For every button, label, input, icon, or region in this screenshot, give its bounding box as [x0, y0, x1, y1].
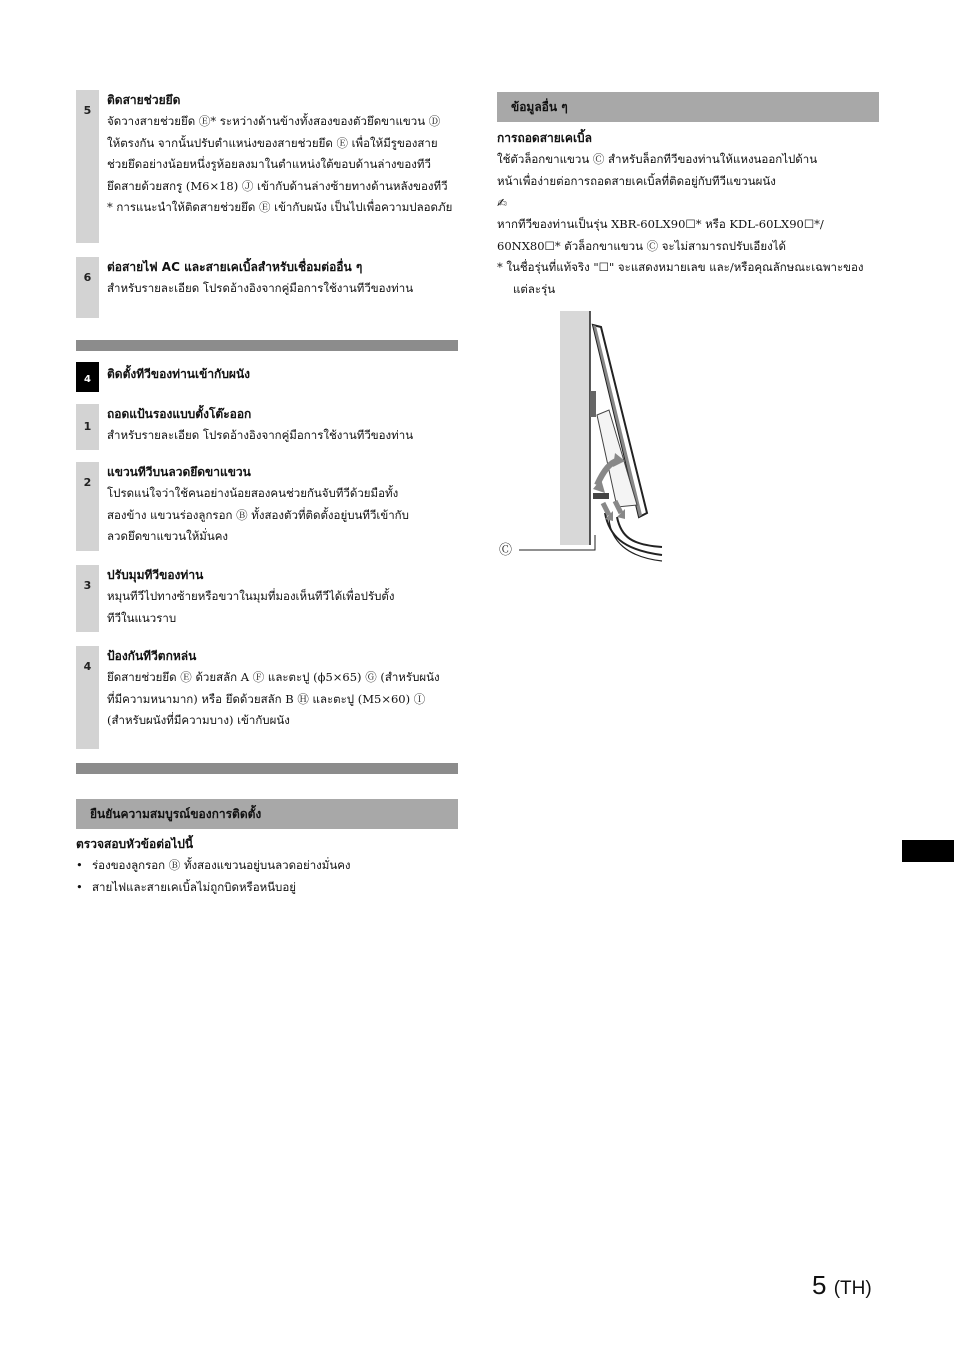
step-number: 5: [76, 90, 99, 243]
step-number: 6: [76, 257, 99, 318]
note-pencil-icon: ✍: [497, 196, 508, 210]
step-number: 2: [76, 462, 99, 551]
step-text: สำหรับรายละเอียด โปรดอ้างอิงจากคู่มือการใช้งานทีวีของท่าน: [107, 281, 414, 295]
confirm-subheading: ตรวจสอบหัวข้อต่อไปนี้: [76, 837, 194, 851]
step-title: ติดสายช่วยยึด: [107, 93, 181, 107]
step-2: [76, 462, 458, 551]
step-text: ยึดสายช่วยยึด Ⓔ ด้วยสลัก A Ⓕ และตะปู (ϕ5×65) Ⓖ (สำหรับผนัง ที่มีความหนามาก) หรือ ยึดด้วยสลัก B Ⓗ และตะปู (M5×60) Ⓘ (สำหรับผนังที่มีความบาง) เข้ากับผนัง: [107, 670, 440, 727]
confirm-section-header: ยืนยันความสมบูรณ์ของการติดตั้ง: [76, 799, 458, 829]
list-item: • ร่องของลูกรอก Ⓑ ทั้งสองแขวนอยู่บนลวดอย่างมั่นคง: [76, 855, 458, 877]
step-title: แขวนทีวีบนลวดยึดขาแขวน: [107, 465, 251, 479]
step-4: [76, 646, 458, 749]
step-text: หมุนทีวีไปทางซ้ายหรือขวาในมุมที่มองเห็นทีวีได้เพื่อปรับตั้ง ทีวีในแนวราบ: [107, 589, 395, 625]
other-info-text: ใช้ตัวล็อกขาแขวน Ⓒ สำหรับล็อกทีวีของท่านให้แหงนออกไปด้าน หน้าเพื่อง่ายต่อการถอดสายเคเบิ้ลที่ติดอยู่กับทีวีแขวนผนัง: [497, 152, 818, 188]
footnote: * ในชื่อรุ่นที่แท้จริง "☐" จะแสดงหมายเลข และ/หรือคุณลักษณะเฉพาะของแต่ละรุ่น: [497, 260, 864, 296]
other-info-header: ข้อมูลอื่น ๆ: [497, 92, 879, 122]
page-number: 5 (TH): [812, 1270, 872, 1300]
tv-wall-illustration: [497, 305, 667, 565]
side-tab-marker: [902, 840, 954, 862]
other-info-subheading: การถอดสายเคเบิ้ล: [497, 131, 593, 145]
section-title: ติดตั้งทีวีของท่านเข้ากับผนัง: [107, 367, 251, 381]
figure-callout-label: Ⓒ: [499, 543, 513, 558]
other-info-body: [497, 128, 879, 300]
note-text: หากทีวีของท่านเป็นรุ่น XBR-60LX90☐* หรือ KDL-60LX90☐*/ 60NX80☐* ตัวล็อกขาแขวน Ⓒ จะไม่สามารถปรับเอียงได้: [497, 217, 824, 253]
step-3: [76, 565, 458, 632]
bracket-icon: [590, 391, 596, 417]
step-number: 1: [76, 404, 99, 450]
step-title: ปรับมุมทีวีของท่าน: [107, 568, 204, 582]
step-text: โปรดแน่ใจว่าใช้คนอย่างน้อยสองคนช่วยกันจับทีวีด้วยมือทั้ง สองข้าง แขวนร่องลูกรอก Ⓑ ทั้งสองตัวที่ติดตั้งอยู่บนทีวีเข้ากับ ลวดยึดขาแขวนให้มั่นคง: [107, 486, 409, 543]
step-title: ป้องกันทีวีตกหล่น: [107, 649, 197, 663]
step-5: [76, 90, 458, 243]
step-note: * การแนะนำให้ติดสายช่วยยึด Ⓔ เข้ากับผนัง เป็นไปเพื่อความปลอดภัย: [107, 200, 453, 214]
lock-icon: [593, 493, 609, 499]
list-item: • สายไฟและสายเคเบิ้ลไม่ถูกบิดหรือหนีบอยู่: [76, 877, 458, 899]
step-number: 4: [76, 646, 99, 749]
confirm-section-body: [76, 834, 458, 898]
section-number-badge: 4: [76, 362, 99, 392]
wall-shape: [560, 311, 590, 545]
section-4-heading: [76, 362, 458, 392]
section-divider: [76, 340, 458, 351]
step-text: จัดวางสายช่วยยึด Ⓔ* ระหว่างด้านข้างทั้งสองของตัวยึดขาแขวน Ⓓ ให้ตรงกัน จากนั้นปรับตำแหน่งของสายช่วยยึด Ⓔ เพื่อให้มีรูของสาย ช่วยยึดอย่างน้อยหนึ่งรูห้อยลงมาในตำแหน่งใต้ขอบด้านล่างของทีวี ยึดสายด้วยสกรู (M6×18) Ⓙ เข้ากับด้านล่างซ้ายทางด้านหลังของทีวี: [107, 114, 448, 193]
step-title: ต่อสายไฟ AC และสายเคเบิ้ลสำหรับเชื่อมต่ออื่น ๆ: [107, 260, 363, 274]
step-6: [76, 257, 458, 318]
step-text: สำหรับรายละเอียด โปรดอ้างอิงจากคู่มือการใช้งานทีวีของท่าน: [107, 428, 414, 442]
step-number: 3: [76, 565, 99, 632]
step-title: ถอดแป้นรองแบบตั้งโต๊ะออก: [107, 407, 252, 421]
section-divider: [76, 763, 458, 774]
step-1: [76, 404, 458, 450]
